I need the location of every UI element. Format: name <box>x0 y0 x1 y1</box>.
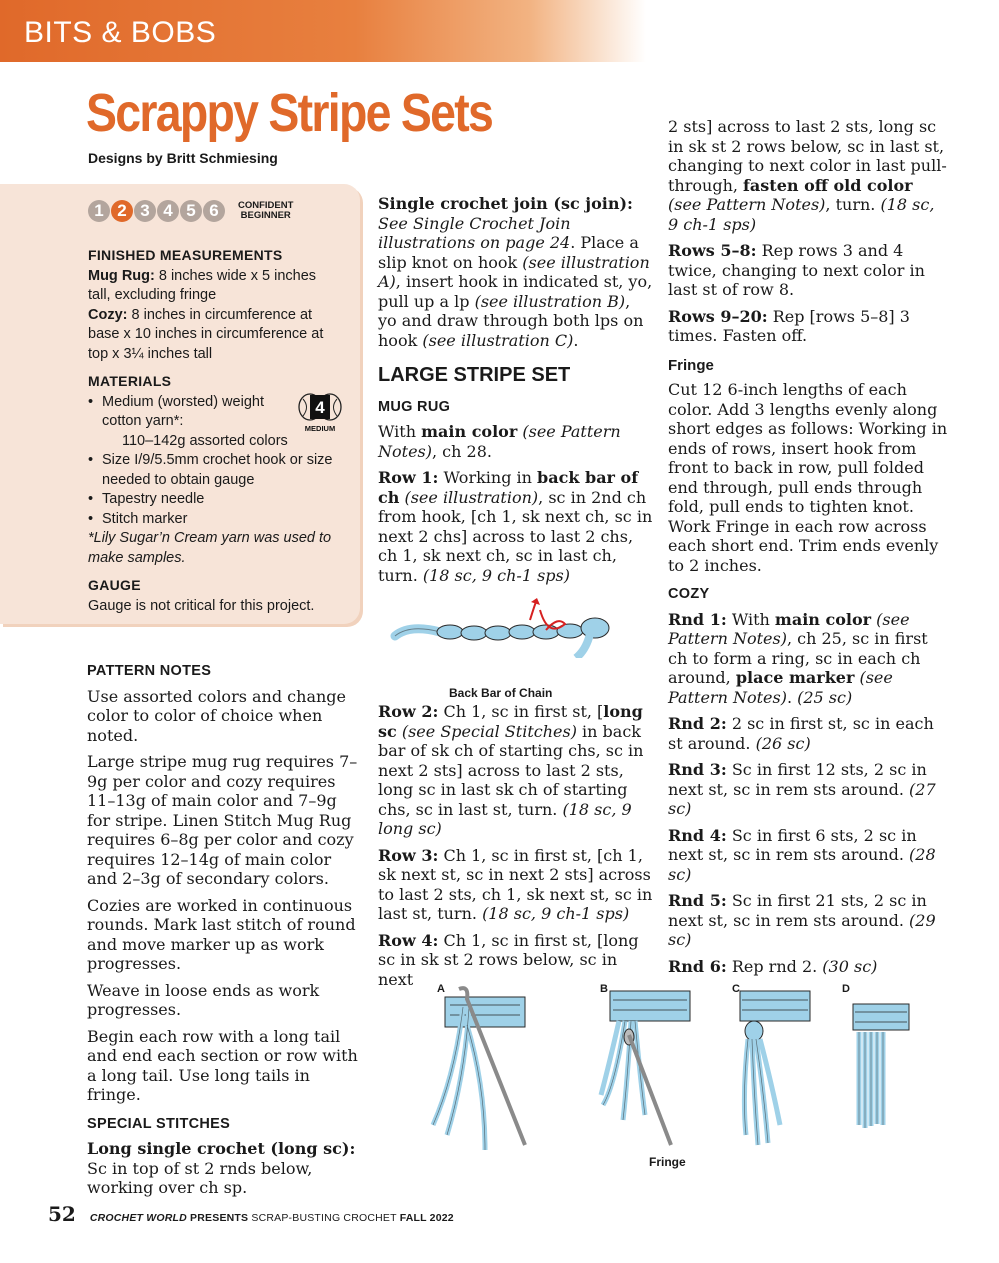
fringe-illustration-b <box>595 985 705 1150</box>
mug-rug-heading: MUG RUG <box>378 398 451 415</box>
fringe-illustration-c <box>730 985 820 1150</box>
material-yarn: • Medium (worsted) weight <box>88 393 338 413</box>
rnd-2 <box>668 714 948 753</box>
mug-rug-label: Mug Rug: <box>88 267 155 284</box>
fringe-caption: Fringe <box>649 1155 686 1169</box>
column-1 <box>87 652 359 1205</box>
row-1-i2: (18 sc, 9 ch-1 sps) <box>422 565 570 585</box>
rows-9-20-text: Rep [rows 5–8] 3 times. Fasten off. <box>668 306 910 345</box>
material-hook: • Size I/9/5.5mm crochet hook or size needed to obtain gauge <box>88 451 338 490</box>
rnd-1-b2: place marker <box>735 668 855 687</box>
rnd-1-t3: . <box>786 687 798 707</box>
fig-label-d: D <box>842 983 850 995</box>
rnd-4-count: (28 sc) <box>668 845 936 884</box>
skill-label-line2: BEGINNER <box>240 210 291 221</box>
rnd-4-text: Sc in first 6 sts, 2 sc in next st, sc in rem sts around. <box>668 825 917 864</box>
row-1 <box>378 468 653 585</box>
rows-9-20-label: Rows 9–20: <box>668 306 768 326</box>
row-3-i1: (18 sc, 9 ch-1 sps) <box>482 904 630 923</box>
fringe-text: Cut 12 6-inch lengths of each color. Add 3 lengths evenly along short edges as follows: Working in ends of rows, insert hook from front to back in row, pull folded end through, pull ends through fold, pull ends to tighten knot. Work Fringe in each row across each short end. Trim ends evenly to 2 inches. <box>668 380 948 575</box>
material-note: *Lily Sugar’n Cream yarn was used to make samples. <box>88 530 332 566</box>
row-4-label: Row 4: <box>378 930 439 950</box>
pattern-note-3: Cozies are worked in continuous rounds. Mark last stitch of round and move marker up as work progresses. <box>87 895 356 973</box>
rnd-5 <box>668 891 948 950</box>
row-3 <box>378 846 653 924</box>
skill-level-label <box>238 201 293 221</box>
fig-label-c: C <box>732 983 740 995</box>
skill-level-6: 6 <box>203 200 225 222</box>
rnd-4-label: Rnd 4: <box>668 825 727 845</box>
page-title: Scrappy Stripe Sets <box>86 83 493 143</box>
fringe-illustration-d <box>845 1000 915 1140</box>
section-banner <box>0 0 646 62</box>
row-4-t2: , turn. <box>825 195 881 214</box>
rnd-1 <box>668 610 948 708</box>
byline-author: Britt Schmiesing <box>166 150 278 166</box>
rnd-5-text: Sc in first 21 sts, 2 sc in next st, sc in rem sts around. <box>668 891 927 930</box>
row-1-t2: , sc in 2nd ch from hook, [ch 1, sk next ch, sc in next 2 chs] across to last 2 chs, ch 1, sk next ch, sc in last ch, turn. <box>378 487 653 585</box>
pattern-note-2: Large stripe mug rug requires 7–9g per color and cozy requires 11–13g of main color and 7–9g for stripe. Linen Stitch Mug Rug requires 6–8g per color and cozy requires 12–14g of main color and 2–3g of secondary colors. <box>87 752 358 888</box>
rnd-3-count: (27 sc) <box>668 779 936 818</box>
row-4-t1: Ch 1, sc in first st, [long sc in sk st 2 rows below, sc in next <box>378 930 639 989</box>
row-2-i2: (18 sc, 9 long sc) <box>378 799 632 838</box>
footer-pub: CROCHET WORLD <box>89 1212 187 1224</box>
cozy-size <box>88 306 338 365</box>
special-stitches-heading: SPECIAL STITCHES <box>87 1115 231 1132</box>
mug-rug-text: 8 inches wide x 5 inches tall, excluding fringe <box>88 267 317 303</box>
back-bar-chain-illustration <box>390 598 630 658</box>
skill-level-4: 4 <box>157 200 179 222</box>
rnd-1-b1: main color <box>774 609 872 629</box>
row-4-cont: 2 sts] across to last 2 sts, long sc in sk st 2 rows below, sc in last st, changing to next color in last pull-through, <box>668 117 947 195</box>
pattern-note-4: Weave in loose ends as work progresses. <box>87 980 320 1019</box>
section-label: BITS & BOBS <box>24 16 217 49</box>
pattern-notes-heading: PATTERN NOTES <box>87 663 212 679</box>
sc-join-i2: (see illustration A) <box>378 252 650 291</box>
rnd-1-t2: , ch 25, sc in first ch to form a ring, sc in each ch around, <box>668 629 928 687</box>
skill-label-line1: CONFIDENT <box>238 200 294 211</box>
row-3-label: Row 3: <box>378 845 439 865</box>
sc-join-t1: . Place a slip knot on hook <box>378 233 639 272</box>
page-footer <box>48 1202 454 1226</box>
mr-i1: (see Pattern Notes) <box>378 422 621 461</box>
info-sidebar <box>0 184 360 624</box>
row-1-i1: (see illustration) <box>399 487 539 507</box>
pattern-note-1: Use assorted colors and change color to color of choice when noted. <box>87 686 346 745</box>
rnd-6-text: Rep rnd 2. <box>726 956 823 976</box>
row-4-b1: fasten off old color <box>743 175 913 195</box>
sc-join-ref: See Single Crochet Join illustrations on page 24 <box>378 213 571 252</box>
rnd-3-text: Sc in first 12 sts, 2 sc in next st, sc in rem sts around. <box>668 760 927 799</box>
pattern-note-5: Begin each row with a long tail and end each section or row with a long tail. Use long tails in fringe. <box>87 1026 358 1104</box>
rnd-1-label: Rnd 1: <box>668 609 727 629</box>
row-2-t1: Ch 1, sc in first st, [ <box>438 702 604 721</box>
rnd-3 <box>668 760 948 819</box>
materials-heading: MATERIALS <box>88 373 172 389</box>
mug-rug-start <box>378 422 653 461</box>
material-marker: • Stitch marker <box>88 510 338 530</box>
rnd-4 <box>668 826 948 885</box>
long-sc-name: Long single crochet (long sc): <box>87 1139 356 1158</box>
gauge-text: Gauge is not critical for this project. <box>88 597 315 614</box>
skill-level-5: 5 <box>180 200 202 222</box>
yarn-weight-label: MEDIUM <box>304 424 336 433</box>
gauge-heading: GAUGE <box>88 577 141 593</box>
byline <box>88 150 278 166</box>
rnd-1-i1: (see Pattern Notes) <box>668 609 910 648</box>
rnd-1-i2: (see Pattern Notes) <box>668 668 893 707</box>
rows-5-8-text: Rep rows 3 and 4 twice, changing to next color in last st of row 8. <box>668 241 925 299</box>
material-needle: • Tapestry needle <box>88 490 338 510</box>
rnd-3-label: Rnd 3: <box>668 760 727 779</box>
sc-join-definition <box>378 194 653 350</box>
row-1-b1: back bar of ch <box>378 468 639 507</box>
rnd-1-t1: With <box>726 609 775 629</box>
yarn-weight-number: 4 <box>315 398 325 417</box>
row-2-b1: long sc <box>378 702 643 741</box>
rnd-6 <box>668 957 948 977</box>
skill-level-badges <box>88 200 293 222</box>
long-sc-definition <box>87 1139 359 1198</box>
rnd-6-label: Rnd 6: <box>668 956 727 976</box>
rnd-5-label: Rnd 5: <box>668 891 727 910</box>
cozy-heading: COZY <box>668 586 710 602</box>
yarn-weight-icon <box>297 390 343 434</box>
footer-mag: SCRAP-BUSTING CROCHET <box>251 1212 400 1224</box>
sc-join-t3: , yo and draw through both lps on hook <box>378 291 644 350</box>
long-sc-text: Sc in top of st 2 rnds below, working over ch sp. <box>87 1158 313 1197</box>
row-1-label: Row 1: <box>378 468 439 487</box>
row-4 <box>378 931 653 990</box>
sc-join-t4: . <box>573 330 579 350</box>
column-3 <box>668 117 948 983</box>
mr-t1: With <box>378 422 422 441</box>
footer-presents: PRESENTS <box>186 1212 252 1224</box>
rnd-2-text: 2 sc in first st, sc in each st around. <box>668 714 934 753</box>
column-2 <box>378 194 653 996</box>
sc-join-i4: (see illustration C) <box>422 330 574 350</box>
fig-label-a: A <box>437 983 445 995</box>
cozy-text: 8 inches in circumference at base x 10 inches in circumference at top x 3¼ inches tall <box>88 306 324 362</box>
mr-b1: main color <box>421 422 518 441</box>
sc-join-t2: , insert hook in indicated st, yo, pull up a lp <box>378 272 653 311</box>
row-4-continued <box>668 117 948 234</box>
sc-join-i3: (see illustration B) <box>474 291 626 311</box>
row-2-i1: (see Special Stitches) <box>396 721 577 741</box>
large-stripe-set-heading: LARGE STRIPE SET <box>378 364 571 386</box>
row-3-t1: Ch 1, sc in first st, [ch 1, sk next st, sc in next 2 sts] across to last 2 sts, ch 1, sk next st, sc in last st, turn. <box>378 845 653 923</box>
footer-season: FALL 2022 <box>399 1212 454 1224</box>
row-2-label: Row 2: <box>378 702 439 721</box>
fringe-heading: Fringe <box>668 356 714 374</box>
rnd-2-count: (26 sc) <box>755 733 811 753</box>
footer-publication <box>90 1212 454 1224</box>
row-4-i2: (18 sc, 9 ch-1 sps) <box>668 195 935 234</box>
sc-join-name: Single crochet join (sc join): <box>378 194 633 213</box>
fringe-illustration-a <box>425 985 535 1150</box>
skill-level-3: 3 <box>134 200 156 222</box>
rnd-6-count: (30 sc) <box>822 956 878 976</box>
row-4-i1: (see Pattern Notes) <box>668 195 826 214</box>
row-1-t1: Working in <box>438 468 538 487</box>
finished-measurements-heading: FINISHED MEASUREMENTS <box>88 247 283 263</box>
row-2 <box>378 702 653 839</box>
mr-t2: , ch 28. <box>431 441 492 461</box>
fig-label-b: B <box>600 983 608 995</box>
skill-level-1: 1 <box>88 200 110 222</box>
byline-prefix: Designs by <box>88 150 163 166</box>
rnd-5-count: (29 sc) <box>668 910 936 949</box>
chain-caption: Back Bar of Chain <box>449 686 553 700</box>
material-yarn-line2: cotton yarn*: <box>102 413 184 429</box>
rnd-1-i3: (25 sc) <box>797 687 853 707</box>
row-2-t2: in back bar of sk ch of starting chs, sc in next 2 sts] across to last 2 sts, long sc in last sk ch of starting chs, sc in last st, turn. <box>378 721 644 819</box>
rows-9-20 <box>668 307 948 346</box>
page-number: 52 <box>48 1202 76 1226</box>
rows-5-8 <box>668 241 948 300</box>
skill-level-2: 2 <box>111 200 133 222</box>
cozy-label: Cozy: <box>88 306 128 323</box>
material-yarn-line3: 110–142g assorted colors <box>122 432 288 449</box>
rnd-2-label: Rnd 2: <box>668 714 727 733</box>
mug-rug-size <box>88 267 338 306</box>
rows-5-8-label: Rows 5–8: <box>668 241 757 260</box>
